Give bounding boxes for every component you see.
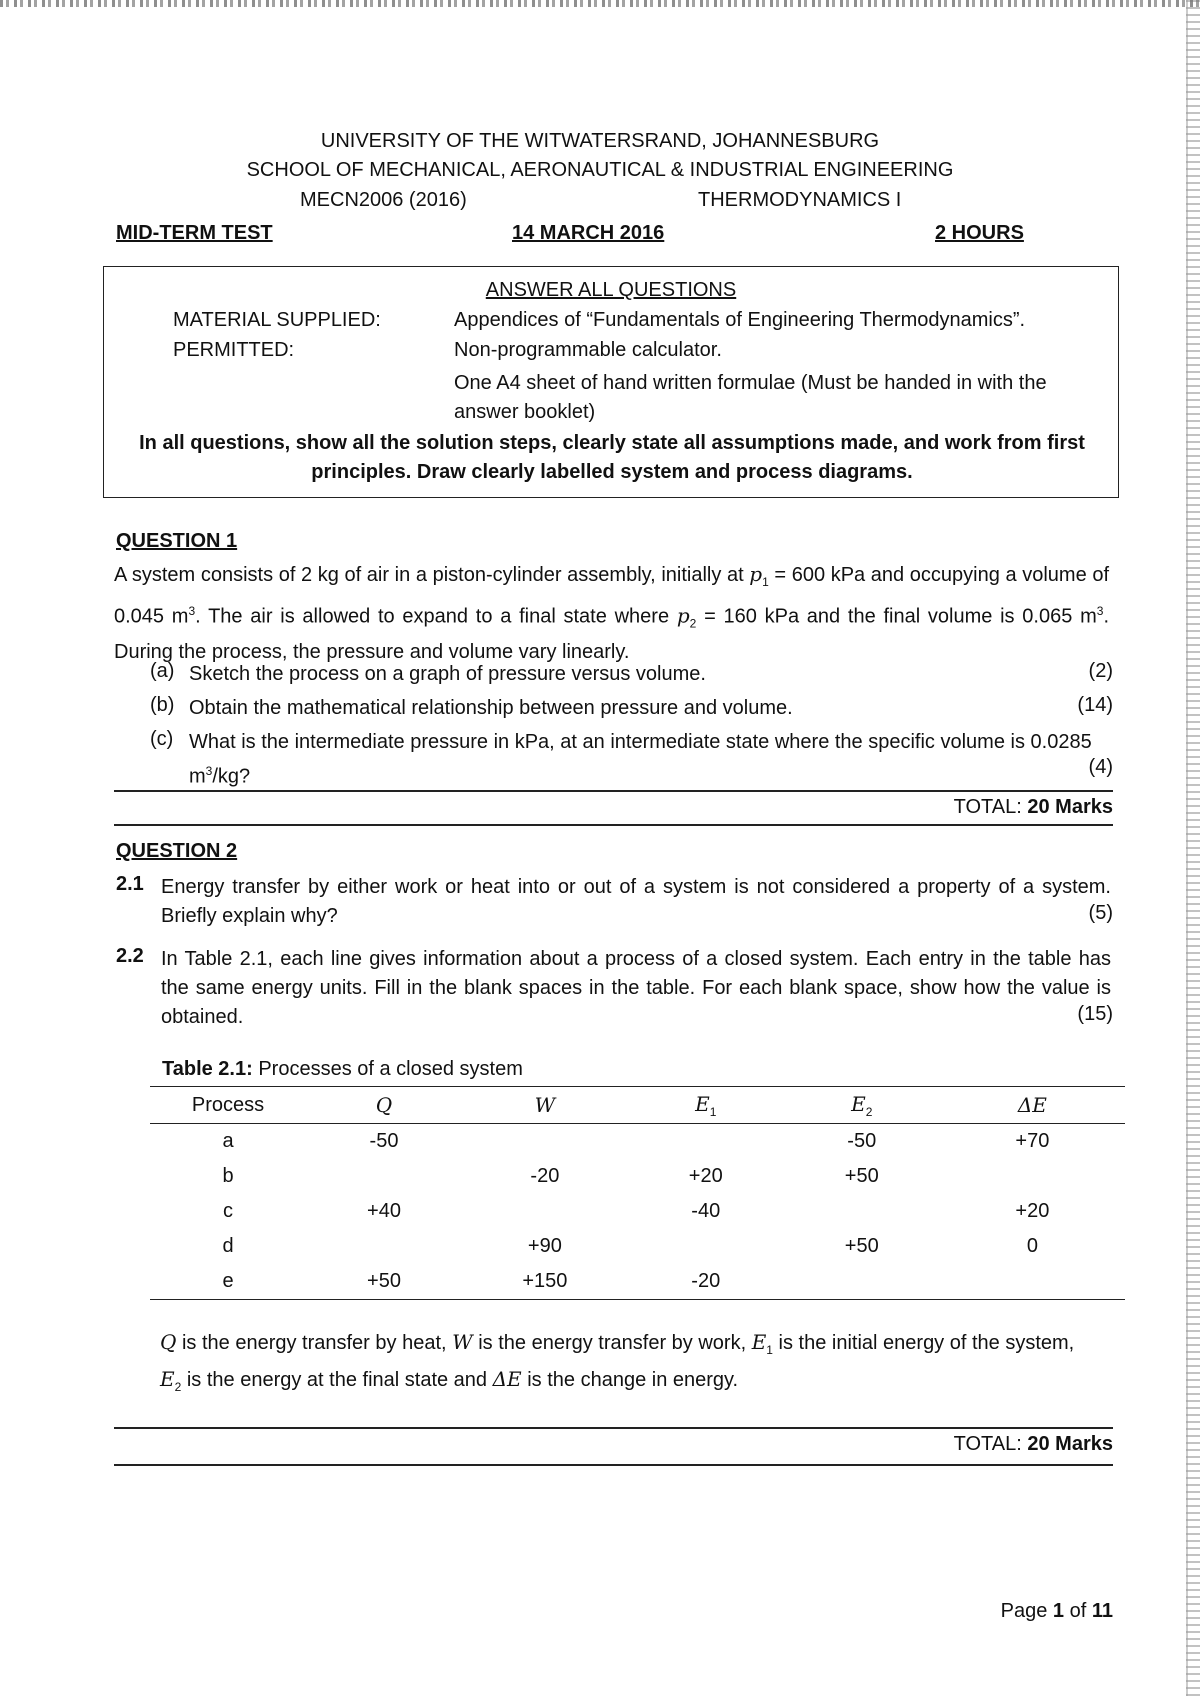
table-row	[150, 1264, 1125, 1300]
table-cell: a	[222, 1130, 234, 1152]
table-cell	[628, 1229, 784, 1264]
item-text: Obtain the mathematical relationship between pressure and volume.	[189, 697, 793, 719]
table-caption: Table 2.1: Processes of a closed system	[162, 1058, 523, 1080]
column-header-process: Process	[150, 1087, 306, 1124]
table-cell: +50	[844, 1165, 879, 1187]
item-key: 2.1	[116, 873, 144, 895]
material-label: MATERIAL SUPPLIED:	[173, 309, 381, 331]
table-cell: -20	[628, 1264, 784, 1300]
permitted-label: PERMITTED:	[173, 339, 295, 361]
question-2-2-marks: (15)	[1077, 1003, 1113, 1025]
table-cell: +20	[1015, 1200, 1050, 1222]
permitted-value-calculator: Non-programmable calculator.	[454, 339, 722, 361]
divider	[114, 1427, 1113, 1429]
divider	[114, 824, 1113, 826]
question-1a-marks: (2)	[1088, 660, 1113, 682]
question-1-title: QUESTION 1	[116, 530, 238, 552]
table-row	[150, 1124, 1125, 1160]
table-note: Q is the energy transfer by heat, W is the energy transfer by work, $E_1$ is the initial energy of the system, $E_2$ is the energy at the final state and ΔE is the change in energy.	[160, 1330, 1075, 1394]
page-number: Page 1 of 11	[1000, 1600, 1113, 1622]
table-cell	[784, 1264, 940, 1300]
table-cell: +70	[1015, 1130, 1050, 1152]
table-cell: d	[222, 1235, 234, 1257]
table-header-row	[150, 1087, 1125, 1124]
table-cell	[628, 1124, 784, 1160]
question-2-total: TOTAL: 20 Marks	[953, 1433, 1113, 1455]
table-cell: +150	[462, 1264, 628, 1300]
process-table	[150, 1086, 1125, 1300]
subject-name: THERMODYNAMICS I	[698, 189, 902, 211]
test-date: 14 MARCH 2016	[512, 222, 665, 244]
table-cell: -50	[847, 1130, 877, 1152]
table-cell	[784, 1194, 940, 1229]
table-row	[150, 1194, 1125, 1229]
column-header-q: Q	[306, 1087, 462, 1124]
column-header-e1: $E_1$	[628, 1087, 784, 1124]
table-cell: 0	[1026, 1235, 1038, 1257]
item-key: (c)	[150, 728, 174, 750]
table-cell	[462, 1194, 628, 1229]
instructions-title: ANSWER ALL QUESTIONS	[485, 279, 737, 301]
question-2-1-marks: (5)	[1088, 902, 1113, 924]
school-name: SCHOOL OF MECHANICAL, AERONAUTICAL & INDUSTRIAL ENGINEERING	[246, 159, 954, 181]
test-type: MID-TERM TEST	[116, 222, 273, 244]
scan-edge-right-line	[1186, 0, 1188, 1696]
table-cell: +90	[527, 1235, 562, 1257]
table-cell: +50	[844, 1235, 879, 1257]
table-cell: b	[222, 1165, 234, 1187]
scan-edge-top	[0, 0, 1200, 7]
table-row	[150, 1159, 1125, 1194]
divider	[114, 1464, 1113, 1466]
divider	[114, 790, 1113, 792]
question-2-title: QUESTION 2	[116, 840, 238, 862]
column-header-e2: $E_2$	[784, 1087, 940, 1124]
item-text: What is the intermediate pressure in kPa, at an intermediate state where the specific volume is 0.0285 $m^3/kg$?	[189, 731, 1092, 788]
table-row	[150, 1229, 1125, 1264]
instructions-box	[103, 266, 1119, 498]
instructions-note: In all questions, show all the solution steps, clearly state all assumptions made, and work from first principles. Draw clearly labelled system and process diagrams.	[139, 432, 1085, 483]
question-1c-marks: (4)	[1088, 756, 1113, 778]
material-value: Appendices of “Fundamentals of Engineering Thermodynamics”.	[454, 309, 1026, 331]
item-key: (b)	[150, 694, 175, 716]
permitted-value-formula-sheet: One A4 sheet of hand written formulae (Must be handed in with the answer booklet)	[454, 372, 1047, 423]
question-1b-marks: (14)	[1077, 694, 1113, 716]
table-cell	[306, 1229, 462, 1264]
scan-edge-right	[1186, 0, 1200, 1696]
table-cell: e	[150, 1264, 306, 1300]
table-cell: -20	[530, 1165, 560, 1187]
table-cell	[940, 1264, 1125, 1300]
question-1-intro: A system consists of 2 kg of air in a piston-cylinder assembly, initially at $p_1 = 600$ kPa and occupying a volume of 0.045 $m^3$. The air is allowed to expand to a final state where $p_2 = 160$ kPa and the final volume is 0.065 $m^3$. During the process, the pressure and volume vary linearly.	[114, 562, 1109, 663]
table-cell	[306, 1159, 462, 1194]
question-1-total: TOTAL: 20 Marks	[953, 796, 1113, 818]
item-text: Energy transfer by either work or heat into or out of a system is not considered a property of a system. Briefly explain why?	[161, 876, 1111, 927]
table-cell: c	[223, 1200, 233, 1222]
university-name: UNIVERSITY OF THE WITWATERSRAND, JOHANNESBURG	[320, 130, 880, 152]
item-key: 2.2	[116, 945, 144, 967]
table-cell	[462, 1124, 628, 1160]
table-cell: -40	[691, 1200, 721, 1222]
table-cell: +40	[367, 1200, 401, 1222]
table-cell	[940, 1159, 1125, 1194]
table-cell: +50	[306, 1264, 462, 1300]
table-cell: -50	[369, 1130, 399, 1152]
column-header-delta-e: ΔE	[940, 1087, 1125, 1124]
course-code: MECN2006 (2016)	[300, 189, 467, 211]
column-header-w: W	[462, 1087, 628, 1124]
item-text: Sketch the process on a graph of pressure versus volume.	[189, 663, 706, 685]
table-cell: +20	[688, 1165, 723, 1187]
test-duration: 2 HOURS	[935, 222, 1024, 244]
item-text: In Table 2.1, each line gives information about a process of a closed system. Each entry in the table has the same energy units. Fill in the blank spaces in the table. For each blank space, show how the value is obtained.	[161, 948, 1111, 1028]
item-key: (a)	[150, 660, 175, 682]
